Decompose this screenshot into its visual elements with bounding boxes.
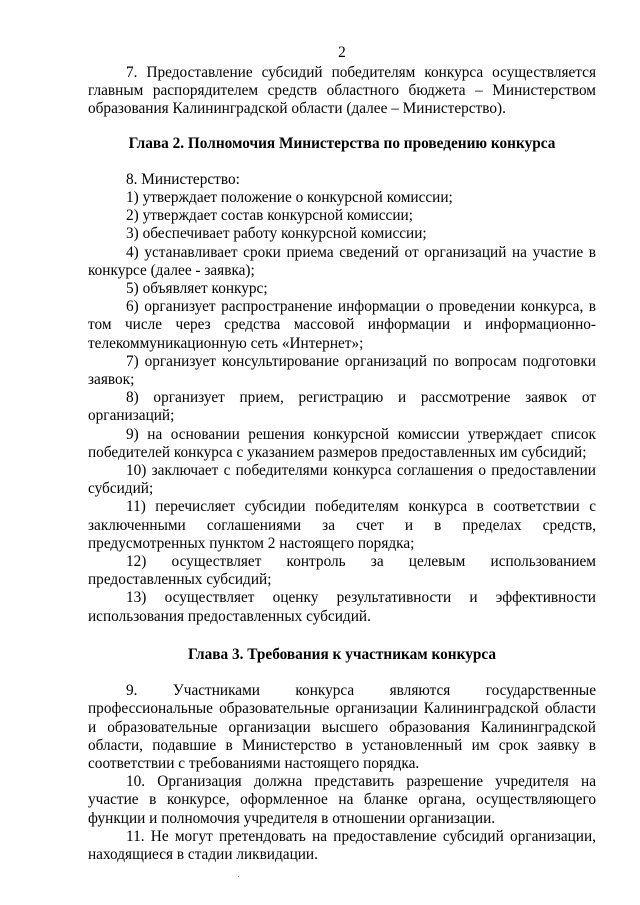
scan-speck — [238, 876, 239, 877]
paragraph-8-intro: 8. Министерство: — [126, 170, 240, 188]
list-item: 13) осуществляет оценку результативности и эффективности использования предоставленных субсидий. — [88, 589, 596, 625]
list-item: 1) утверждает положение о конкурсной комиссии; — [126, 189, 453, 207]
paragraph-9: 9. Участниками конкурса являются государственные профессиональные образовательные организации Калининградской области и образовательные организации высшего образования Калининградской области, подавшие в Министерство в установленный им срок заявку в соответствии с требованиями настоящего порядка. — [88, 682, 596, 772]
list-item: 5) объявляет конкурс; — [126, 280, 268, 298]
page-number: 2 — [338, 44, 346, 61]
list-item: 4) устанавливает сроки приема сведений от организаций на участие в конкурсе (далее - заявка); — [88, 243, 596, 279]
list-item: 11) перечисляет субсидии победителям конкурса в соответствии с заключенными соглашениями за счет и в пределах средств, предусмотренных пунктом 2 настоящего порядка; — [88, 498, 596, 552]
paragraph-11: 11. Не могут претендовать на предоставление субсидий организации, находящиеся в стадии ликвидации. — [88, 827, 596, 863]
list-item: 2) утверждает состав конкурсной комиссии; — [126, 207, 413, 225]
list-item: 7) организует консультирование организаций по вопросам подготовки заявок; — [88, 352, 596, 389]
chapter-3-title: Глава 3. Требования к участникам конкурса — [188, 645, 496, 663]
list-item: 3) обеспечивает работу конкурсной комиссии; — [126, 225, 427, 243]
paragraph-7: 7. Предоставление субсидий победителям конкурса осуществляется главным распорядителем средств областного бюджета – Министерством образования Калининградской области (далее – Министерство). — [88, 64, 596, 118]
list-item: 9) на основании решения конкурсной комиссии утверждает список победителей конкурса с указанием размеров предоставленных им субсидий; — [88, 425, 596, 461]
list-item: 8) организует прием, регистрацию и рассмотрение заявок от организаций; — [88, 389, 596, 425]
chapter-2-title: Глава 2. Полномочия Министерства по проведению конкурса — [128, 134, 556, 152]
list-item: 12) осуществляет контроль за целевым использованием предоставленных субсидий; — [88, 553, 596, 589]
list-item: 6) организует распространение информации о проведении конкурса, в том числе через средства массовой информации и информационно-телекоммуникационную сеть «Интернет»; — [88, 298, 596, 352]
list-item: 10) заключает с победителями конкурса соглашения о предоставлении субсидий; — [88, 462, 596, 498]
document-page — [88, 44, 596, 864]
paragraph-10: 10. Организация должна представить разрешение учредителя на участие в конкурсе, оформленное на бланке органа, осуществляющего функции и полномочия учредителя в отношении организации. — [88, 773, 596, 827]
